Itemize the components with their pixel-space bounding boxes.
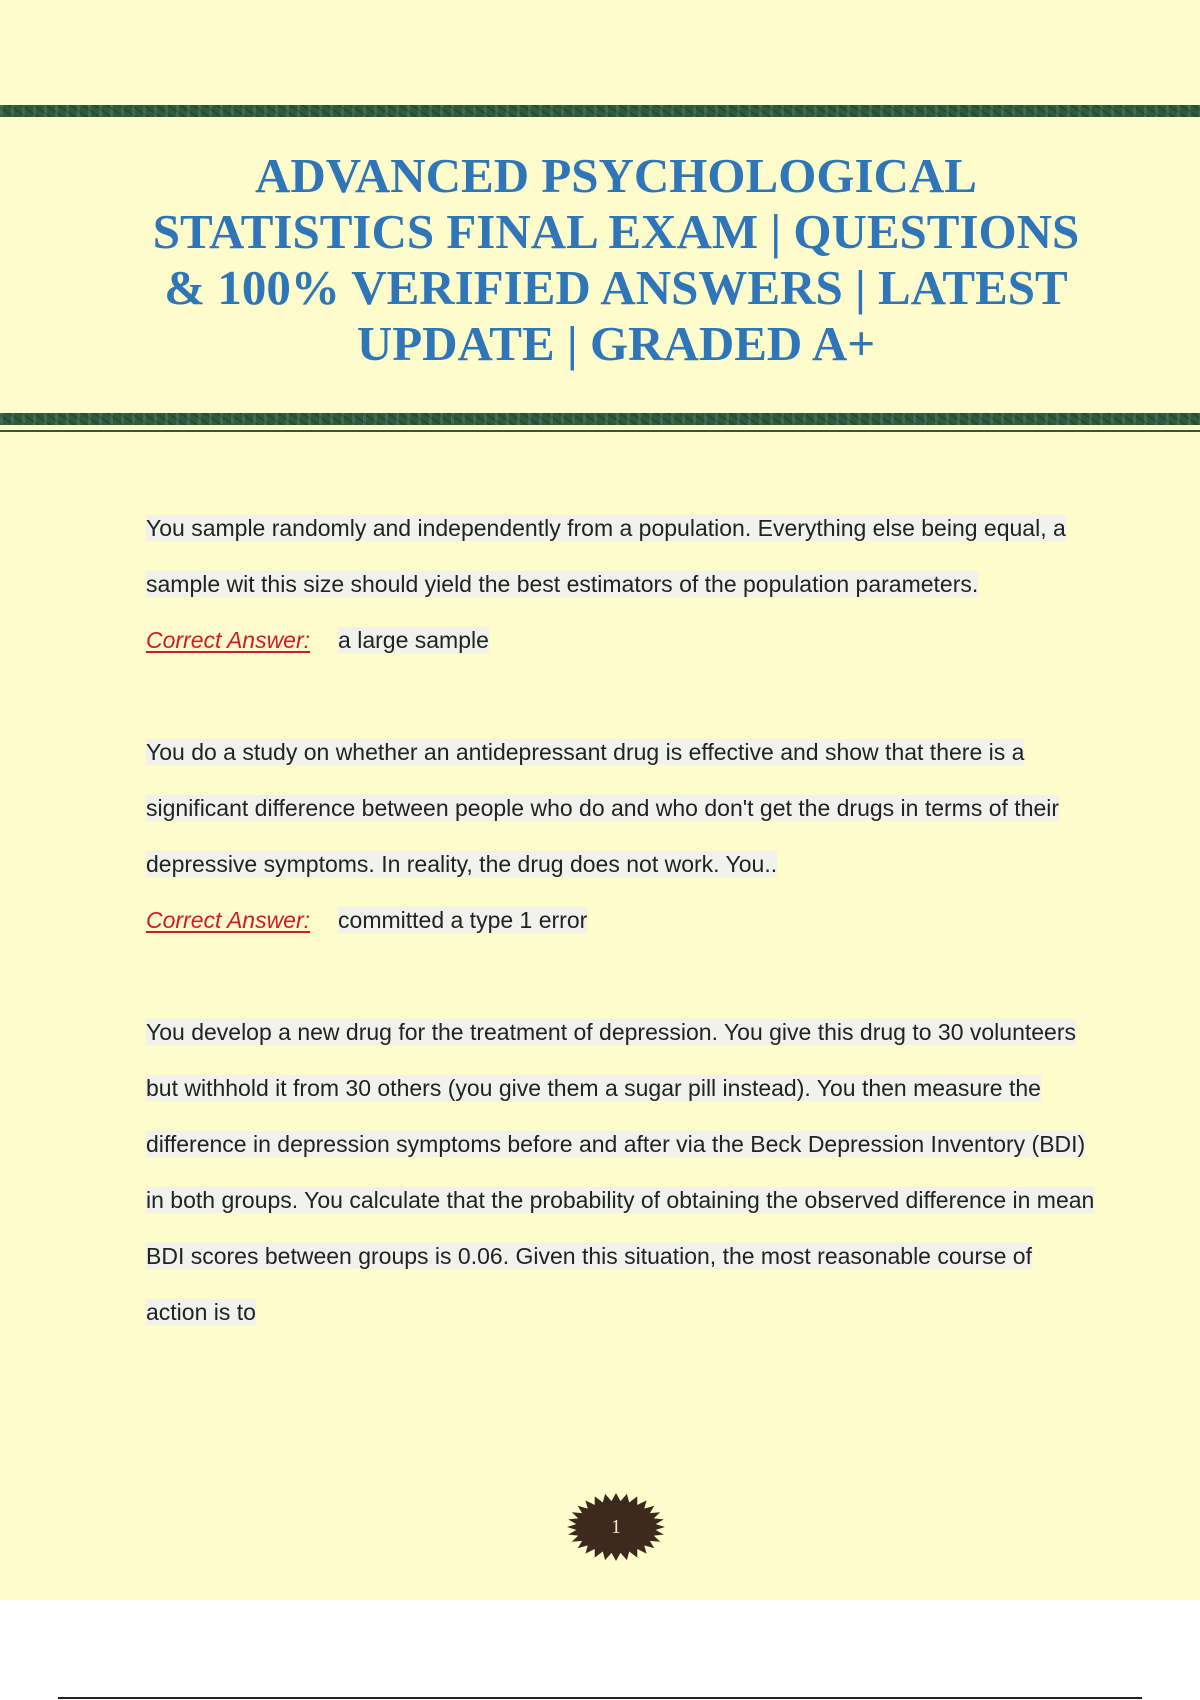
question-text: You develop a new drug for the treatment of depression. You give this drug to 30 volunteers but withhold it from 30 others (you give them a sugar pill instead). You then measure the difference in depression symptoms before and after via the Beck Depression Inventory (BDI) in both groups. You calculate that the probability of obtaining the observed difference in mean BDI scores between groups is 0.06. Given this situation, the most reasonable course of action is to [146, 1019, 1095, 1325]
qa-content [146, 500, 1096, 1396]
decorative-border-top [0, 105, 1200, 117]
question-text: You sample randomly and independently from a population. Everything else being equal, a sample wit this size should yield the best estimators of the population parameters. [146, 515, 1066, 597]
correct-answer-label: Correct Answer: [146, 627, 311, 653]
answer-line [146, 892, 1096, 948]
qa-item [146, 500, 1096, 668]
answer-text: committed a type 1 error [338, 907, 588, 933]
page-number: 1 [611, 1516, 621, 1538]
footer-rule [58, 1697, 1142, 1699]
answer-text: a large sample [338, 627, 489, 653]
answer-line [146, 612, 1096, 668]
question-text: You do a study on whether an antidepressant drug is effective and show that there is a significant difference between people who do and who don't get the drugs in terms of their depressive symptoms. In reality, the drug does not work. You.. [146, 739, 1060, 877]
document-title: ADVANCED PSYCHOLOGICAL STATISTICS FINAL EXAM | QUESTIONS & 100% VERIFIED ANSWERS | LATEST UPDATE | GRADED A+ [152, 148, 1080, 371]
qa-item [146, 724, 1096, 948]
correct-answer-label: Correct Answer: [146, 907, 311, 933]
qa-item [146, 1004, 1096, 1340]
decorative-border-bottom [0, 413, 1200, 425]
